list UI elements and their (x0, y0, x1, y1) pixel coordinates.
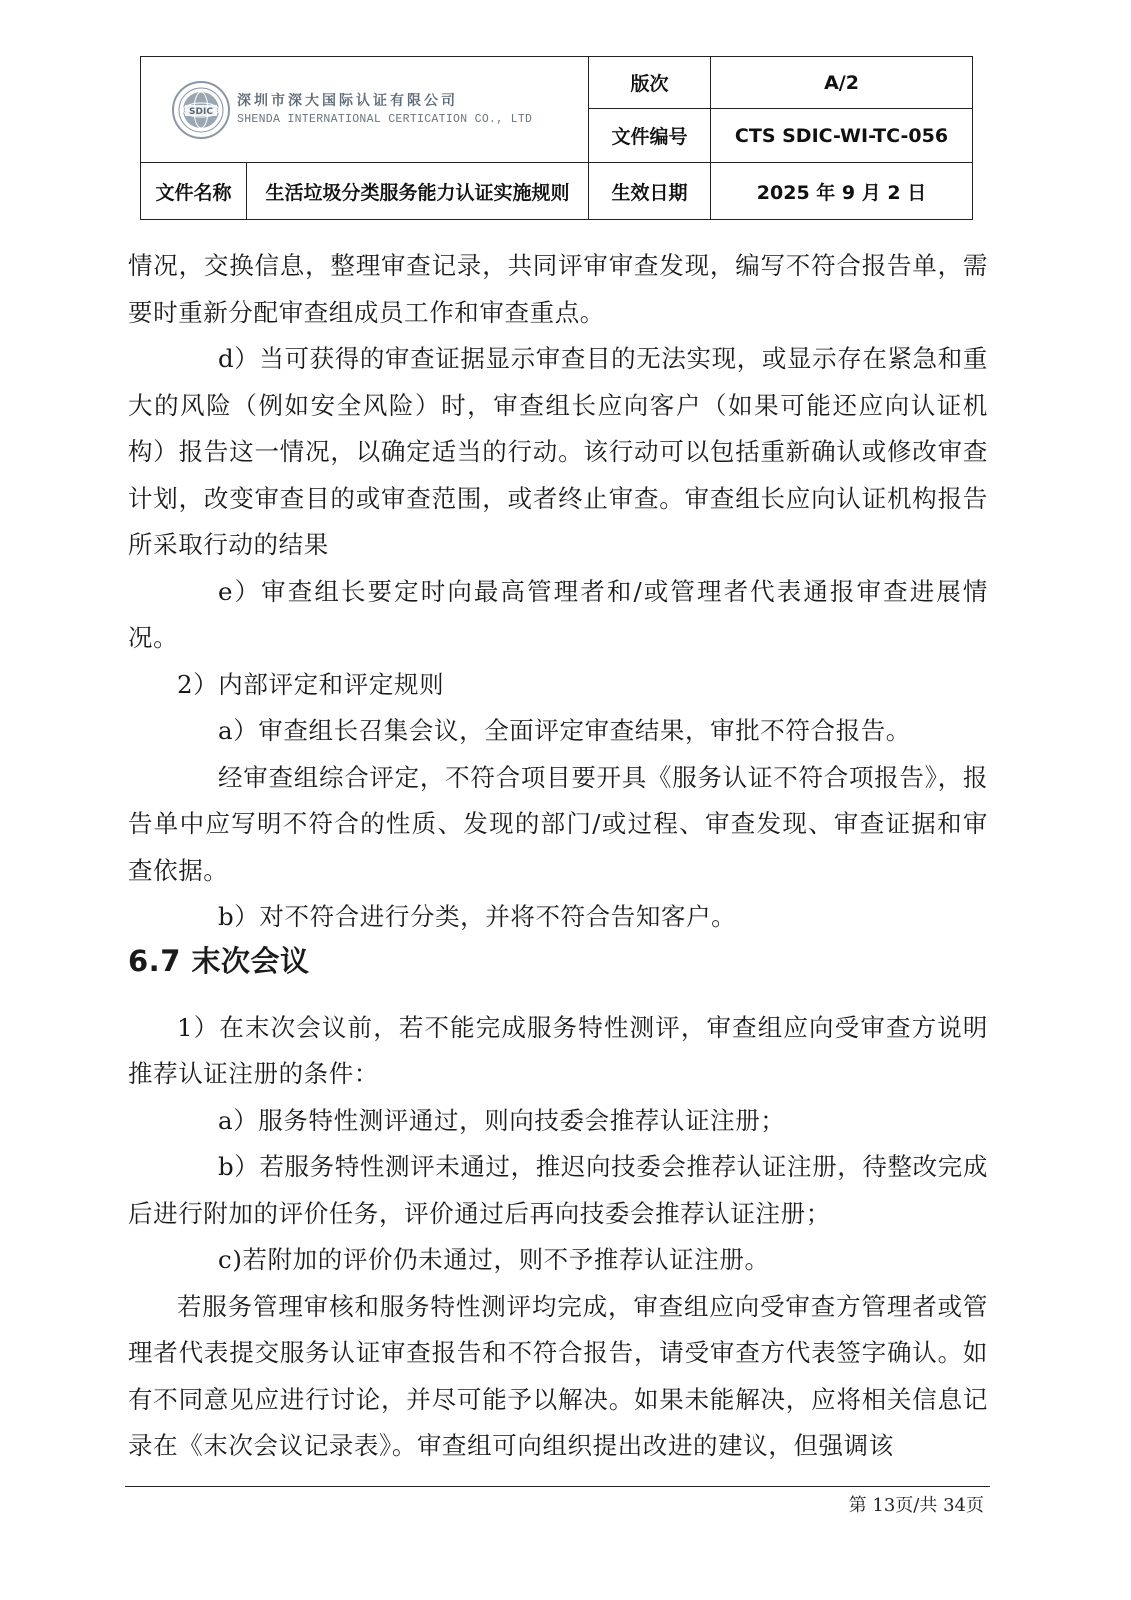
paragraph: 经审查组综合评定，不符合项目要开具《服务认证不符合项报告》，报告单中应写明不符合的性质、发现的部门/或过程、审查发现、审查证据和审查依据。 (128, 762, 988, 885)
paragraph: b）若服务特性测评未通过，推迟向技委会推荐认证注册，待整改完成后进行附加的评价任务，评价通过后再向技委会推荐认证注册； (128, 1152, 988, 1228)
company-name-en: SHENDA INTERNATIONAL CERTICATION CO., LTD (237, 112, 533, 126)
paragraph: a）服务特性测评通过，则向技委会推荐认证注册； (218, 1105, 786, 1135)
paragraph: b）对不符合进行分类，并将不符合告知客户。 (218, 902, 737, 931)
doc-number-value: CTS SDIC-WI-TC-056 (711, 109, 973, 163)
company-name-cn: 深圳市深大国际认证有限公司 (237, 92, 458, 109)
footer-divider (125, 1486, 990, 1487)
effective-date-value: 2025 年 9 月 2 日 (711, 163, 973, 220)
document-body (128, 243, 988, 1470)
document-header-table (140, 56, 973, 220)
paragraph: c)若附加的评价仍未通过，则不予推荐认证注册。 (218, 1245, 770, 1274)
doc-number-label: 文件编号 (589, 109, 711, 163)
paragraph: e）审查组长要定时向最高管理者和/或管理者代表通报审查进展情况。 (128, 576, 988, 652)
section-heading: 6.7 末次会议 (128, 943, 310, 978)
company-logo-cell (141, 57, 589, 163)
version-label: 版次 (589, 57, 711, 109)
page-number: 第 13页/共 34页 (848, 1495, 984, 1516)
effective-date-label: 生效日期 (589, 163, 711, 220)
paragraph: d）当可获得的审查证据显示审查目的无法实现，或显示存在紧急和重大的风险（例如安全风险）时，审查组长应向客户（如果可能还应向认证机构）报告这一情况，以确定适当的行动。该行动可以包括重新确认或修改审查计划，改变审查目的或审查范围，或者终止审查。审查组长应向认证机构报告所采取行动的结果 (128, 344, 988, 559)
paragraph: 1）在末次会议前，若不能完成服务特性测评，审查组应向受审查方说明推荐认证注册的条件： (128, 1012, 988, 1088)
paragraph: 情况，交换信息，整理审查记录，共同评审审查发现，编写不符合报告单，需要时重新分配审查组成员工作和审查重点。 (128, 251, 988, 327)
company-logo-icon (171, 80, 231, 140)
logo-text: SDIC (189, 106, 213, 117)
doc-name-label: 文件名称 (141, 163, 247, 220)
paragraph: 若服务管理审核和服务特性测评均完成，审查组应向受审查方管理者或管理者代表提交服务认证审查报告和不符合报告，请受审查方代表签字确认。如有不同意见应进行讨论，并尽可能予以解决。如果未能解决，应将相关信息记录在《末次会议记录表》。审查组可向组织提出改进的建议，但强调该 (128, 1291, 988, 1460)
doc-name-value: 生活垃圾分类服务能力认证实施规则 (247, 163, 589, 220)
version-value: A/2 (711, 57, 973, 109)
paragraph: 2）内部评定和评定规则 (177, 669, 445, 699)
paragraph: a）审查组长召集会议，全面评定审查结果，审批不符合报告。 (218, 716, 911, 745)
